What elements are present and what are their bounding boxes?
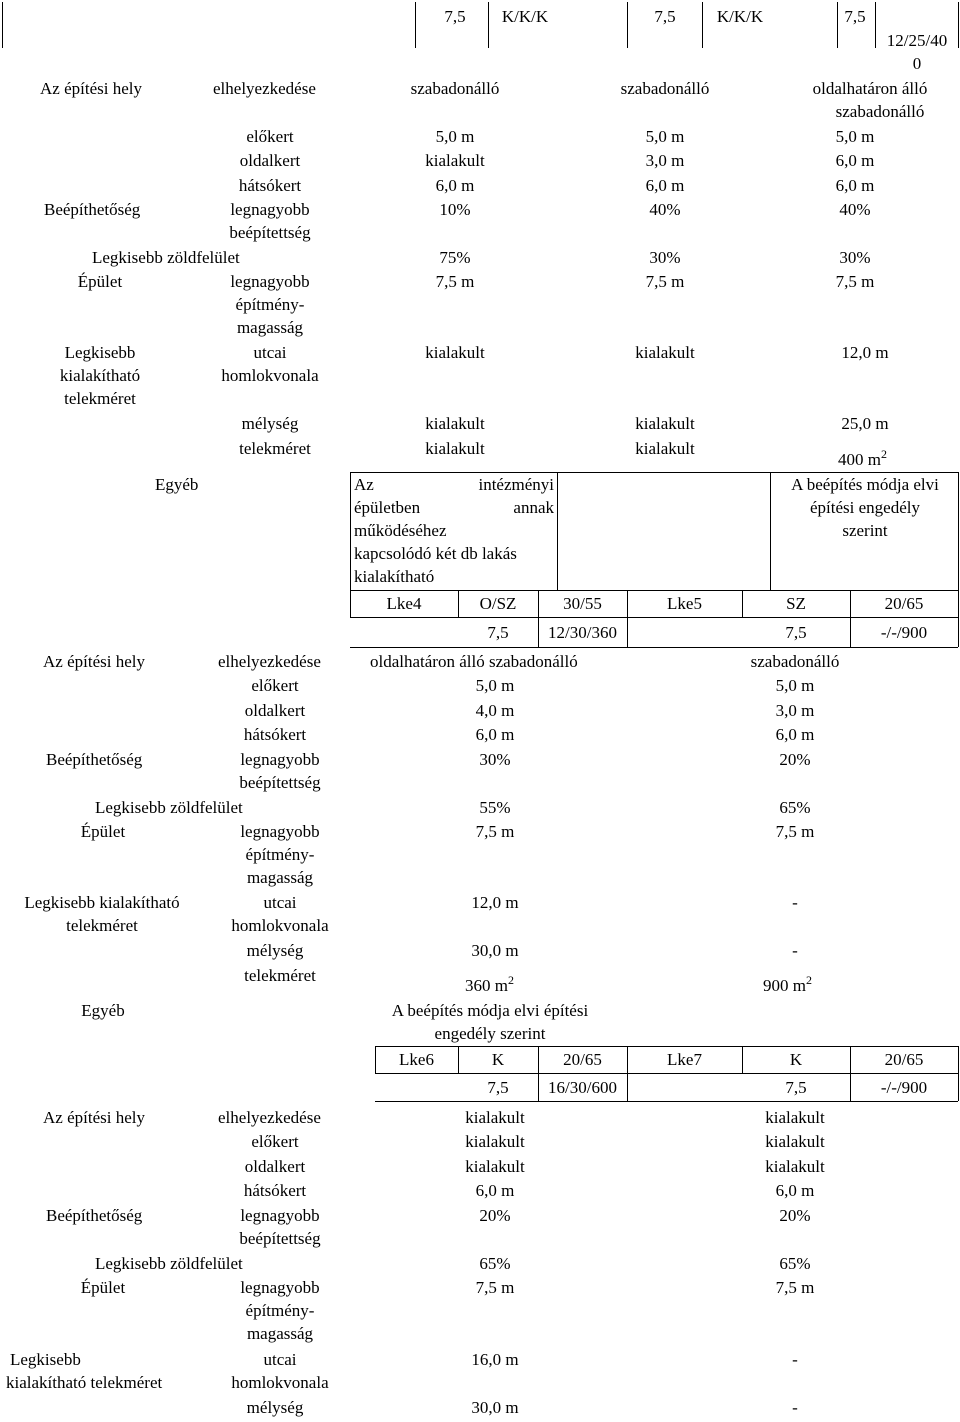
cell-value: 6,0 m: [435, 176, 475, 195]
row-label: Legkisebb zöldfelület: [95, 1254, 243, 1273]
zone-header-cell: 7,5: [487, 623, 509, 642]
row-sublabel: oldalkert: [244, 1157, 306, 1176]
zone-header-cell: 12/30/360: [548, 623, 617, 642]
row-sublabel: legnagyobb: [230, 272, 310, 291]
cell-value: 7,5 m: [435, 272, 475, 291]
row-sublabel: homlokvonala: [231, 1373, 329, 1392]
row-sublabel: utcai: [253, 343, 287, 362]
row-label: Legkisebb: [10, 1350, 81, 1369]
row-label: Az építési hely: [40, 79, 142, 98]
row-sublabel: legnagyobb: [240, 750, 320, 769]
row-sublabel: oldalkert: [239, 151, 301, 170]
cell-value: 5,0 m: [645, 127, 685, 146]
row-label: kialakítható telekméret: [6, 1373, 163, 1392]
cell-value: -: [792, 1398, 798, 1417]
cell-value: 65%: [779, 1254, 811, 1273]
row-label: Az építési hely: [43, 652, 145, 671]
cell-value: 6,0 m: [835, 176, 875, 195]
row-label: Legkisebb zöldfelület: [95, 798, 243, 817]
row-sublabel: előkert: [251, 1132, 299, 1151]
cell-value: kialakult: [635, 343, 695, 362]
table-border: [375, 1073, 958, 1074]
zone-header-cell: Lke4: [386, 594, 422, 613]
cell-value: 7,5 m: [475, 822, 515, 841]
note-cell: A beépítés módja elvi építési: [391, 1001, 589, 1020]
row-sublabel: magasság: [246, 1324, 314, 1343]
cell-value: 30%: [649, 248, 681, 267]
cell-value: 10%: [439, 200, 471, 219]
row-sublabel: utcai: [263, 893, 297, 912]
cell-value: kialakult: [425, 414, 485, 433]
cell-value: -: [792, 1350, 798, 1369]
row-sublabel: magasság: [246, 868, 314, 887]
table-border: [958, 472, 959, 590]
row-sublabel: előkert: [246, 127, 294, 146]
row-label: telekméret: [66, 916, 138, 935]
cell-value: 5,0 m: [835, 127, 875, 146]
row-sublabel: magasság: [236, 318, 304, 337]
cell-value: kialakult: [765, 1157, 825, 1176]
cell-value: kialakult: [425, 343, 485, 362]
cell-value: 30,0 m: [471, 1398, 519, 1417]
table-border: [350, 590, 958, 591]
zone-header-cell: O/SZ: [479, 594, 517, 613]
cell-value: szabadonálló: [410, 79, 500, 98]
row-sublabel: oldalkert: [244, 701, 306, 720]
row-sublabel: legnagyobb: [230, 200, 310, 219]
row-sublabel: legnagyobb: [240, 1206, 320, 1225]
cell-value: 25,0 m: [841, 414, 889, 433]
zone-header-cell: 20/65: [884, 594, 924, 613]
cell-value: 12,0 m: [471, 893, 519, 912]
row-sublabel: elhelyezkedése: [218, 652, 321, 671]
row-sublabel: előkert: [251, 676, 299, 695]
row-label: Legkisebb kialakítható: [24, 893, 180, 912]
row-sublabel: beépítettség: [239, 1229, 321, 1248]
table-border: [770, 472, 771, 590]
table-border: [958, 1046, 959, 1101]
zone-header-cell: 30/55: [563, 594, 602, 613]
cell-value: -: [792, 941, 798, 960]
row-label: telekméret: [64, 389, 136, 408]
cell-value: szabadonálló: [835, 102, 925, 121]
note-cell: szerint: [842, 521, 888, 540]
row-sublabel: hátsókert: [238, 176, 302, 195]
cell-value: 20%: [779, 750, 811, 769]
cell-value: kialakult: [465, 1157, 525, 1176]
cell-value: 6,0 m: [475, 725, 515, 744]
note-cell: Az intézményi épületben annak működéséhez kapcsolódó két db lakás kialakítható: [354, 475, 554, 586]
cell-value: 3,0 m: [775, 701, 815, 720]
cell-value: kialakult: [425, 439, 485, 458]
table-border: [2, 2, 3, 48]
table-border: [350, 472, 351, 590]
row-label: Legkisebb zöldfelület: [92, 248, 240, 267]
row-label: Egyéb: [81, 1001, 125, 1020]
note-cell: építési engedély: [810, 498, 920, 517]
zone-header-cell: K: [491, 1050, 505, 1069]
zone-header-cell: 16/30/600: [548, 1078, 617, 1097]
zone-header-cell: K: [789, 1050, 803, 1069]
cell-value: szabadonálló: [750, 652, 840, 671]
row-sublabel: elhelyezkedése: [213, 79, 316, 98]
cell-value: kialakult: [425, 151, 485, 170]
row-sublabel: mélység: [241, 414, 299, 433]
zone-header-cell: 7,5: [785, 623, 807, 642]
zone-header-cell: Lke6: [399, 1050, 434, 1069]
zone-header-cell: -/-/900: [880, 623, 928, 642]
table-border: [375, 1101, 958, 1102]
row-sublabel: homlokvonala: [221, 366, 319, 385]
zone-header-cell: 7,5: [444, 7, 466, 26]
cell-value: oldalhatáron álló: [812, 79, 928, 98]
cell-value: 6,0 m: [835, 151, 875, 170]
cell-value: 30%: [839, 248, 871, 267]
row-label: Az építési hely: [43, 1108, 145, 1127]
row-label: Egyéb: [155, 475, 199, 494]
row-sublabel: utcai: [263, 1350, 297, 1369]
cell-value: kialakult: [765, 1132, 825, 1151]
cell-value: 360 $m^2$: [465, 973, 514, 995]
zone-header-cell: 0: [912, 54, 922, 73]
cell-value: 30,0 m: [471, 941, 519, 960]
zone-header-cell: 12/25/40: [886, 31, 948, 50]
cell-value: 75%: [439, 248, 471, 267]
zone-header-cell: K/K/K: [716, 7, 764, 26]
cell-value: 7,5 m: [775, 1278, 815, 1297]
zone-header-cell: 20/65: [563, 1050, 602, 1069]
cell-value: 65%: [779, 798, 811, 817]
zone-header-cell: K/K/K: [501, 7, 549, 26]
zone-header-cell: Lke7: [667, 1050, 702, 1069]
row-sublabel: elhelyezkedése: [218, 1108, 321, 1127]
table-border: [627, 2, 628, 48]
cell-value: 7,5 m: [835, 272, 875, 291]
cell-value: 400 $m^2$: [838, 447, 887, 469]
row-sublabel: beépítettség: [229, 223, 311, 242]
table-border: [958, 2, 959, 48]
row-sublabel: homlokvonala: [231, 916, 329, 935]
cell-value: 40%: [649, 200, 681, 219]
cell-value: -: [792, 893, 798, 912]
row-label: kialakítható: [59, 366, 141, 385]
table-border: [958, 590, 959, 647]
row-label: Beépíthetőség: [46, 750, 143, 769]
cell-value: kialakult: [765, 1108, 825, 1127]
cell-value: kialakult: [635, 414, 695, 433]
cell-value: oldalhatáron álló szabadonálló: [370, 652, 578, 671]
row-sublabel: telekméret: [244, 966, 316, 985]
cell-value: kialakult: [635, 439, 695, 458]
row-sublabel: építmény-: [245, 845, 315, 864]
cell-value: 20%: [479, 1206, 511, 1225]
cell-value: 20%: [779, 1206, 811, 1225]
table-border: [375, 1046, 958, 1047]
row-sublabel: telekméret: [239, 439, 311, 458]
zone-header-cell: 7,5: [487, 1078, 509, 1097]
cell-value: 16,0 m: [471, 1350, 519, 1369]
cell-value: kialakult: [465, 1132, 525, 1151]
cell-value: 3,0 m: [645, 151, 685, 170]
zone-header-cell: 7,5: [654, 7, 676, 26]
note-cell: engedély szerint: [434, 1024, 546, 1043]
note-cell: A beépítés módja elvi: [791, 475, 939, 494]
cell-value: 5,0 m: [475, 676, 515, 695]
zone-header-cell: Lke5: [667, 594, 702, 613]
cell-value: 65%: [479, 1254, 511, 1273]
cell-value: szabadonálló: [620, 79, 710, 98]
table-border: [557, 472, 558, 590]
row-label: Épület: [80, 1278, 126, 1297]
cell-value: 7,5 m: [645, 272, 685, 291]
cell-value: 30%: [479, 750, 511, 769]
table-border: [350, 617, 958, 618]
cell-value: 6,0 m: [645, 176, 685, 195]
cell-value: 7,5 m: [775, 822, 815, 841]
cell-value: kialakult: [465, 1108, 525, 1127]
cell-value: 6,0 m: [775, 1181, 815, 1200]
row-sublabel: legnagyobb: [240, 1278, 320, 1297]
row-label: Épület: [80, 822, 126, 841]
row-sublabel: építmény-: [245, 1301, 315, 1320]
cell-value: 7,5 m: [475, 1278, 515, 1297]
zone-header-cell: 7,5: [785, 1078, 807, 1097]
row-sublabel: mélység: [246, 1398, 304, 1417]
zone-header-cell: 20/65: [884, 1050, 924, 1069]
cell-value: 55%: [479, 798, 511, 817]
row-sublabel: beépítettség: [239, 773, 321, 792]
cell-value: 40%: [839, 200, 871, 219]
row-label: Épület: [77, 272, 123, 291]
row-sublabel: legnagyobb: [240, 822, 320, 841]
row-label: Beépíthetőség: [44, 200, 141, 219]
zone-header-cell: SZ: [786, 594, 806, 613]
cell-value: 6,0 m: [475, 1181, 515, 1200]
cell-value: 5,0 m: [775, 676, 815, 695]
row-sublabel: hátsókert: [243, 725, 307, 744]
zone-header-cell: 7,5: [844, 7, 866, 26]
cell-value: 5,0 m: [435, 127, 475, 146]
cell-value: 900 $m^2$: [763, 973, 812, 995]
cell-value: 4,0 m: [475, 701, 515, 720]
row-sublabel: építmény-: [235, 295, 305, 314]
cell-value: 6,0 m: [775, 725, 815, 744]
row-sublabel: mélység: [246, 941, 304, 960]
row-label: Beépíthetőség: [46, 1206, 143, 1225]
table-border: [415, 2, 416, 48]
row-sublabel: hátsókert: [243, 1181, 307, 1200]
zone-header-cell: -/-/900: [880, 1078, 928, 1097]
cell-value: 12,0 m: [841, 343, 889, 362]
table-border: [350, 647, 958, 648]
row-label: Legkisebb: [64, 343, 136, 362]
